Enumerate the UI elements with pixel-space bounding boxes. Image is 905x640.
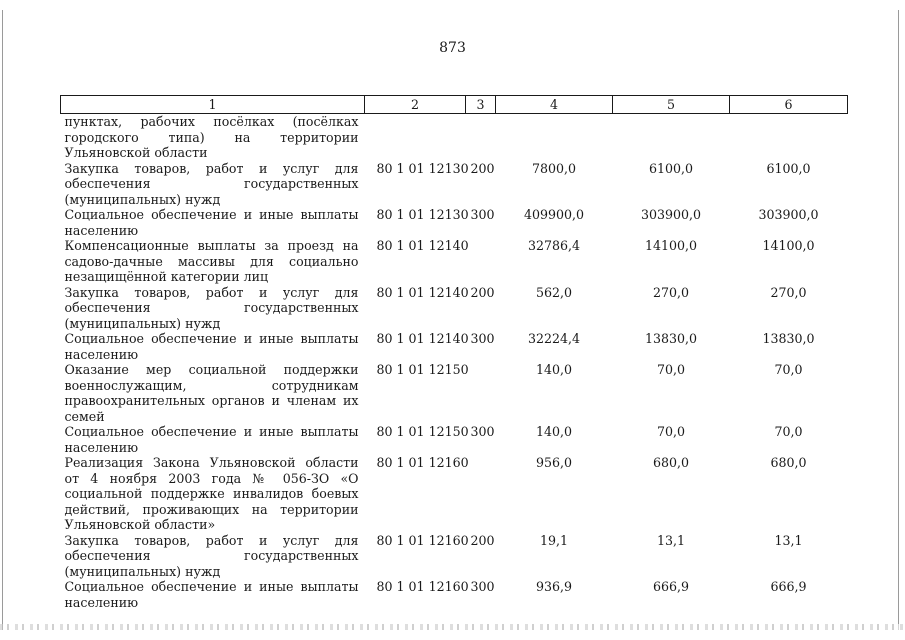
row-value-1: 7800,0 — [531, 160, 577, 176]
table-row — [61, 424, 848, 455]
scan-frame-left — [2, 10, 3, 630]
row-code: 80 1 01 12130 — [376, 207, 469, 222]
row-value-3: 70,0 — [774, 362, 803, 377]
scan-frame-right — [898, 10, 899, 630]
row-value-1: 956,0 — [535, 455, 573, 470]
row-name: Закупка товаров, работ и услуг для обеспечения государственных (муниципальных) нужд — [64, 160, 359, 207]
row-value-3: 270,0 — [770, 284, 807, 300]
column-header-1: 1 — [61, 96, 365, 114]
row-value-2: 666,9 — [652, 579, 690, 594]
row-value-2: 303900,0 — [640, 207, 702, 222]
table-row — [61, 533, 848, 580]
row-type — [466, 114, 496, 161]
scan-artifact-band — [0, 624, 905, 630]
row-value-3: 70,0 — [774, 424, 803, 439]
row-code: 80 1 01 12150 — [376, 362, 469, 377]
row-name: Социальное обеспечение и иные выплаты населению — [64, 331, 359, 362]
table-row — [61, 207, 848, 238]
row-type: 300 — [470, 207, 495, 222]
row-code — [365, 114, 466, 161]
column-header-2: 2 — [365, 96, 466, 114]
row-type: 200 — [470, 532, 495, 548]
row-value-3: 13830,0 — [762, 331, 815, 346]
row-type — [466, 455, 496, 533]
row-value-1: 562,0 — [535, 284, 573, 300]
row-name: Социальное обеспечение и иные выплаты населению — [64, 579, 359, 610]
budget-table — [60, 95, 848, 610]
row-value-2: 13830,0 — [644, 331, 698, 346]
row-value-1: 32786,4 — [527, 238, 581, 253]
row-value-3: 680,0 — [770, 455, 807, 470]
row-value-2: 70,0 — [656, 362, 686, 377]
row-name: пунктах, рабочих посёлках (посёлках городского типа) на территории Ульяновской области — [64, 114, 359, 160]
table-row — [61, 161, 848, 208]
table-row — [61, 238, 848, 285]
row-value-1: 936,9 — [535, 579, 573, 594]
row-value-2: 13,1 — [656, 532, 686, 548]
row-type — [466, 362, 496, 424]
row-value-3 — [730, 114, 848, 161]
table-row — [61, 579, 848, 610]
table-row — [61, 114, 848, 161]
row-value-3: 6100,0 — [766, 160, 811, 176]
row-code: 80 1 01 12160 — [376, 455, 469, 470]
row-value-1: 32224,4 — [527, 331, 581, 346]
table-row — [61, 285, 848, 332]
row-value-3: 14100,0 — [762, 238, 815, 253]
row-value-3: 13,1 — [774, 532, 803, 548]
row-type: 300 — [470, 424, 495, 439]
row-code: 80 1 01 12140 — [376, 238, 469, 253]
row-value-3: 303900,0 — [758, 207, 819, 222]
row-code: 80 1 01 12140 — [376, 284, 469, 300]
row-name: Закупка товаров, работ и услуг для обеспечения государственных (муниципальных) нужд — [64, 532, 359, 579]
row-value-2: 6100,0 — [648, 160, 694, 176]
row-value-2: 270,0 — [652, 284, 690, 300]
column-header-6: 6 — [730, 96, 848, 114]
row-code: 80 1 01 12140 — [376, 331, 469, 346]
column-header-3: 3 — [466, 96, 496, 114]
row-type: 200 — [470, 160, 495, 176]
row-value-2 — [613, 114, 730, 161]
row-name: Компенсационные выплаты за проезд на садово-дачные массивы для социально незащищённой категории лиц — [64, 238, 359, 284]
row-value-1: 19,1 — [539, 532, 569, 548]
row-name: Социальное обеспечение и иные выплаты населению — [64, 207, 359, 238]
table-row — [61, 362, 848, 424]
row-value-2: 680,0 — [652, 455, 690, 470]
row-name: Реализация Закона Ульяновской области от 4 ноября 2003 года № 056-ЗО «О социальной поддержке инвалидов боевых действий, проживающих на территории Ульяновской области» — [64, 455, 359, 532]
row-type: 300 — [470, 579, 495, 594]
row-name: Оказание мер социальной поддержки военнослужащим, сотрудникам правоохранительных органов и членам их семей — [64, 362, 359, 424]
table-row — [61, 455, 848, 533]
row-type: 300 — [470, 331, 495, 346]
row-code: 80 1 01 12160 — [376, 532, 469, 548]
row-code: 80 1 01 12150 — [376, 424, 469, 439]
column-header-5: 5 — [613, 96, 730, 114]
row-name: Закупка товаров, работ и услуг для обеспечения государственных (муниципальных) нужд — [64, 284, 359, 331]
row-value-2: 70,0 — [656, 424, 686, 439]
row-code: 80 1 01 12160 — [376, 579, 469, 594]
row-value-2: 14100,0 — [644, 238, 698, 253]
row-value-1: 140,0 — [535, 362, 573, 377]
row-value-1: 140,0 — [535, 424, 573, 439]
table-row — [61, 331, 848, 362]
row-value-1: 409900,0 — [523, 207, 585, 222]
row-value-1 — [496, 114, 613, 161]
row-value-3: 666,9 — [770, 579, 807, 594]
row-type: 200 — [470, 284, 495, 300]
page-number: 873 — [439, 40, 466, 56]
row-type — [466, 238, 496, 285]
column-header-4: 4 — [496, 96, 613, 114]
row-code: 80 1 01 12130 — [376, 160, 469, 176]
header-row — [61, 96, 848, 114]
row-name: Социальное обеспечение и иные выплаты населению — [64, 424, 359, 455]
